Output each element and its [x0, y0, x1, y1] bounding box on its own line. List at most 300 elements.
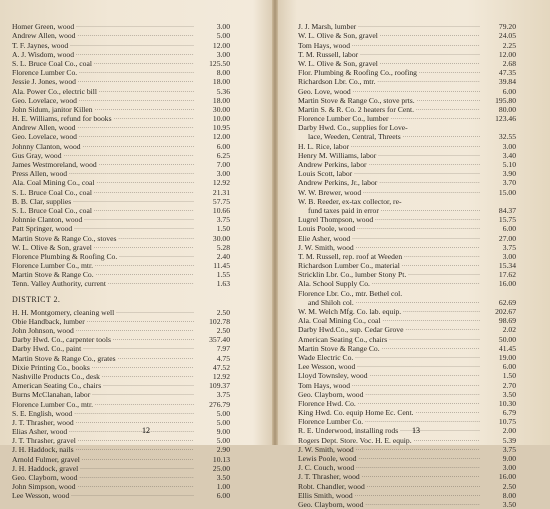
ledger-row: [298, 454, 516, 463]
amount: 3.50: [502, 389, 516, 399]
ledger-row: [298, 114, 516, 123]
payee-description: Darby Hwd. Co., paint: [12, 344, 82, 354]
ledger-row: [12, 243, 230, 252]
leader-dots: [375, 215, 480, 224]
leader-dots: [358, 399, 480, 408]
payee-description: Lee Wesson, wood: [12, 491, 70, 501]
leader-dots: [417, 96, 480, 105]
leader-dots: [80, 464, 194, 473]
amount: 50.00: [498, 334, 516, 344]
payee-description: W. L. Olive & Son, gravel: [12, 242, 92, 252]
leader-dots: [95, 400, 194, 409]
payee-description: Ala. Coal Mining Co., coal: [298, 316, 381, 326]
ledger-row: [12, 169, 230, 178]
ledger-row: [298, 491, 516, 500]
amount: 3.75: [502, 444, 516, 454]
amount: 9.00: [216, 427, 230, 437]
payee-description: Obie Handback, lumber: [12, 316, 85, 326]
leader-dots: [87, 317, 194, 326]
leader-dots: [118, 234, 194, 243]
left-page: [12, 22, 230, 500]
ledger-row: [298, 123, 516, 132]
amount: 109.37: [209, 381, 230, 391]
amount: 202.67: [495, 307, 516, 316]
amount: 123.46: [495, 114, 516, 124]
payee-description: Patt Springer, wood: [12, 224, 73, 234]
ledger-row: [298, 316, 516, 325]
amount: 5.00: [216, 436, 230, 446]
amount: 125.50: [209, 58, 230, 68]
leader-dots: [69, 169, 194, 178]
leader-dots: [365, 390, 480, 399]
amount: 24.05: [498, 31, 516, 41]
payee-description: W. B. Reeder, ex-tax collector, re-: [298, 196, 402, 206]
leader-dots: [84, 215, 194, 224]
ledger-row: [12, 132, 230, 141]
ledger-row: [12, 464, 230, 473]
amount: 2.68: [502, 58, 516, 68]
amount: 6.25: [216, 150, 230, 160]
ledger-row: [298, 215, 516, 224]
ledger-row: [12, 317, 230, 326]
payee-description: Lewis Poole, wood: [298, 454, 357, 463]
leader-dots: [360, 50, 480, 59]
leader-dots: [95, 105, 194, 114]
amount: 5.00: [216, 417, 230, 427]
ledger-row: [12, 206, 230, 215]
leader-dots: [355, 353, 480, 362]
leader-dots: [79, 473, 194, 482]
leader-dots: [405, 325, 480, 334]
leader-dots: [94, 243, 194, 252]
amount: 3.00: [502, 141, 516, 151]
payee-description: James Westmoreland, wood: [12, 160, 97, 169]
ledger-row: [298, 362, 516, 371]
payee-description: Florence Lumber Co., mtr.: [12, 261, 93, 271]
payee-description: Andrew Perkins, Jr., labor: [298, 178, 378, 188]
amount: 10.30: [498, 398, 516, 408]
amount: 2.00: [502, 426, 516, 436]
leader-dots: [70, 41, 194, 50]
amount: 30.00: [212, 104, 230, 114]
leader-dots: [357, 362, 480, 371]
amount: 3.90: [502, 169, 516, 179]
payee-description: Martin Stove & Range Co., stove prts.: [298, 95, 415, 105]
ledger-row: [12, 409, 230, 418]
ledger-row: [12, 353, 230, 362]
right-page: [298, 22, 516, 509]
ledger-row: [298, 197, 516, 206]
ledger-row: [12, 445, 230, 454]
amount: 17.62: [498, 270, 516, 280]
amount: 25.00: [212, 463, 230, 473]
ledger-row: [298, 261, 516, 270]
amount: 1.50: [502, 371, 516, 381]
payee-description: Jessie J. Jones, wood: [12, 77, 76, 87]
leader-dots: [352, 234, 480, 243]
payee-description: Elias Asher, wood: [12, 427, 68, 437]
amount: 12.00: [212, 132, 230, 142]
leader-dots: [369, 160, 480, 169]
ledger-row: [12, 22, 230, 31]
leader-dots: [416, 105, 480, 114]
ledger-row: [12, 96, 230, 105]
leader-dots: [94, 188, 194, 197]
leader-dots: [69, 427, 194, 436]
leader-dots: [389, 335, 480, 344]
payee-description: Florence Lumber Co.: [12, 68, 78, 78]
ledger-row: [12, 151, 230, 160]
payee-description: Elie Asher, wood: [298, 233, 351, 243]
leader-dots: [351, 142, 480, 151]
ledger-row: [12, 197, 230, 206]
amount: 21.31: [212, 187, 230, 197]
amount: 1.55: [216, 270, 230, 280]
payee-description: Martin Stove & Range Co., stoves: [12, 233, 117, 243]
payee-description: Andrew Allen, wood: [12, 123, 76, 133]
amount: 8.00: [502, 490, 516, 500]
ledger-row: [298, 307, 516, 316]
leader-dots: [102, 372, 194, 381]
leader-dots: [390, 114, 480, 123]
payee-description: Florence Lbr. Co., mtr. Bethel col.: [298, 288, 403, 298]
amount: 195.80: [495, 95, 516, 105]
amount: 276.79: [209, 399, 230, 409]
payee-description: Florence Lumber Co., mtr.: [12, 399, 93, 409]
ledger-row: [298, 40, 516, 49]
payee-description: Andrew Perkins, labor: [298, 160, 367, 169]
amount: 8.00: [216, 68, 230, 78]
amount: 10.66: [212, 205, 230, 215]
leader-dots: [114, 114, 194, 123]
leader-dots: [94, 206, 194, 215]
payee-description: T. M. Russell, rep. roof at Weeden: [298, 251, 403, 261]
leader-dots: [419, 68, 480, 77]
amount: 10.75: [498, 417, 516, 427]
payee-description: King Hwd. Co. equip Home Ec. Cent.: [298, 408, 414, 418]
ledger-row: [298, 31, 516, 40]
amount: 3.40: [502, 150, 516, 160]
leader-dots: [370, 371, 481, 380]
leader-dots: [403, 132, 480, 141]
ledger-row: [12, 307, 230, 316]
payee-description: W. L. Olive & Son, gravel: [298, 58, 378, 68]
leader-dots: [353, 87, 480, 96]
ledger-row: [12, 261, 230, 270]
payee-description: Tenn. Valley Authority, current: [12, 279, 106, 289]
ledger-row: [12, 77, 230, 86]
payee-description: Ala. Power Co., electric bill: [12, 86, 97, 96]
ledger-row: [298, 233, 516, 242]
ledger-row: [298, 105, 516, 114]
ledger-row: [298, 298, 516, 307]
ledger-row: [12, 141, 230, 150]
amount: 5.00: [216, 31, 230, 41]
payee-description: Martin Stove & Range Co., grates: [12, 353, 116, 363]
ledger-row: [12, 105, 230, 114]
ledger-row: [12, 372, 230, 381]
payee-description: Florence Plumbing & Roofing Co.: [12, 251, 118, 261]
payee-description: J. J. Marsh, lumber: [298, 22, 357, 32]
leader-dots: [352, 381, 480, 390]
payee-description: Ala. Coal Mining Co., coal: [12, 178, 95, 188]
payee-description: John Sidum, janitor Killen: [12, 104, 93, 114]
amount: 15.75: [498, 215, 516, 225]
amount: 2.02: [502, 325, 516, 335]
ledger-row: [12, 473, 230, 482]
ledger-row: [12, 224, 230, 233]
amount: 16.00: [498, 279, 516, 289]
amount: 80.00: [498, 104, 516, 114]
amount: 1.50: [216, 224, 230, 234]
leader-dots: [99, 160, 194, 169]
amount: 3.00: [216, 49, 230, 59]
right-ledger-section: [298, 22, 516, 509]
ledger-row: [298, 68, 516, 77]
ledger-row: [12, 344, 230, 353]
payee-description: H. H. Montgomery, cleaning well: [12, 307, 115, 317]
amount: 84.37: [498, 205, 516, 215]
payee-description: Ala. School Supply Co.: [298, 279, 370, 289]
amount: 3.70: [502, 178, 516, 188]
leader-dots: [116, 308, 194, 317]
payee-description: Lugrel Thompson, wood: [298, 215, 374, 225]
amount: 3.50: [502, 499, 516, 509]
payee-description: Stricklin Lbr. Co., lumber Stony Pt.: [298, 270, 407, 280]
amount: 39.84: [498, 77, 516, 87]
ledger-row: [12, 390, 230, 399]
ledger-row: [298, 132, 516, 141]
amount: 47.35: [498, 68, 516, 78]
ledger-row: [298, 463, 516, 472]
book-gutter: [272, 0, 278, 445]
amount: 5.28: [216, 242, 230, 252]
amount: 6.00: [502, 362, 516, 372]
leader-dots: [404, 252, 480, 261]
leader-dots: [402, 261, 480, 270]
amount: 3.00: [502, 463, 516, 473]
ledger-row: [298, 481, 516, 490]
payee-description: A. J. Wisdom, wood: [12, 49, 74, 59]
payee-description: Darby Hwd. Co., carpenter tools: [12, 335, 111, 345]
payee-description: J. T. Thrasher, gravel: [12, 436, 76, 446]
amount: 16.00: [498, 472, 516, 482]
ledger-row: [12, 454, 230, 463]
ledger-row: [12, 86, 230, 95]
payee-description: S. L. Bruce Coal Co., coal: [12, 58, 92, 68]
leader-dots: [95, 261, 194, 270]
leader-dots: [377, 77, 480, 86]
ledger-row: [12, 233, 230, 242]
leader-dots: [403, 307, 480, 316]
payee-description: S. L. Bruce Coal Co., coal: [12, 205, 92, 215]
payee-description: and Shiloh col.: [308, 297, 354, 307]
ledger-row: [12, 68, 230, 77]
leader-dots: [414, 436, 480, 445]
amount: 3.75: [216, 215, 230, 225]
amount: 6.00: [502, 224, 516, 234]
payee-description: Tom Hays, wood: [298, 380, 350, 390]
leader-dots: [78, 77, 194, 86]
payee-description: Geo. Lovelace, wood: [12, 132, 77, 142]
ledger-row: [298, 500, 516, 509]
amount: 11.45: [213, 261, 230, 271]
payee-description: Darby Hwd.Co., sup. Cedar Grove: [298, 325, 404, 335]
ledger-row: [298, 178, 516, 187]
payee-description: Florence Lumber Co.: [298, 417, 364, 427]
amount: 6.00: [502, 86, 516, 96]
left-ledger-section-1: [12, 22, 230, 288]
amount: 41.45: [498, 343, 516, 353]
payee-description: Homer Green, wood: [12, 22, 75, 32]
leader-dots: [74, 224, 194, 233]
ledger-row: [12, 279, 230, 288]
payee-description: R. E. Underwood, installing rods: [298, 426, 399, 436]
ledger-row: [298, 325, 516, 334]
payee-description: Tom Hays, wood: [298, 40, 350, 50]
amount: 98.69: [498, 316, 516, 326]
payee-description: B. B. Clar, supplies: [12, 196, 72, 206]
leader-dots: [99, 87, 194, 96]
leader-dots: [83, 344, 194, 353]
payee-description: Burns McClanahan, labor: [12, 390, 91, 400]
payee-description: Martin S. & R. Co. 2 heaters for Cent.: [298, 104, 415, 114]
ledger-row: [298, 344, 516, 353]
leader-dots: [380, 31, 480, 40]
leader-dots: [113, 335, 194, 344]
amount: 10.00: [212, 114, 230, 124]
ledger-row: [298, 252, 516, 261]
leader-dots: [358, 454, 480, 463]
payee-description: American Seating Co., chairs: [298, 334, 388, 344]
payee-description: John Johnson, wood: [12, 326, 74, 335]
leader-dots: [365, 500, 480, 509]
amount: 7.97: [216, 344, 230, 354]
amount: 19.00: [498, 352, 516, 362]
ledger-row: [298, 151, 516, 160]
ledger-row: [298, 50, 516, 59]
ledger-row: [298, 408, 516, 417]
ledger-row: [12, 123, 230, 132]
ledger-row: [12, 187, 230, 196]
payee-description: Richardson Lumber Co., material: [298, 261, 400, 271]
amount: 79.20: [498, 22, 516, 32]
payee-description: Andrew Allen, wood: [12, 31, 76, 41]
payee-description: J. H. Haddock, nails: [12, 445, 74, 455]
amount: 2.90: [216, 445, 230, 455]
amount: 102.78: [209, 316, 230, 326]
leader-dots: [74, 409, 194, 418]
payee-description: H. L. Rice, labor: [298, 141, 350, 151]
leader-dots: [365, 417, 480, 426]
ledger-row: [298, 160, 516, 169]
payee-description: Nashville Products Co., desk: [12, 371, 100, 381]
payee-description: Press Allen, wood: [12, 169, 68, 179]
payee-description: Martin Stove & Range Co.: [298, 343, 380, 353]
leader-dots: [356, 243, 480, 252]
amount: 12.92: [212, 371, 230, 381]
payee-description: Gus Gray, wood: [12, 150, 62, 160]
leader-dots: [108, 279, 194, 288]
amount: 5.10: [502, 160, 516, 169]
amount: 6.79: [502, 408, 516, 418]
ledger-row: [298, 270, 516, 279]
ledger-row: [12, 160, 230, 169]
ledger-row: [12, 31, 230, 40]
amount: 10.13: [212, 454, 230, 464]
payee-description: J. W. Smith, wood: [298, 242, 354, 252]
amount: 9.00: [502, 454, 516, 463]
payee-description: J. T. Thrasher, wood: [298, 472, 360, 482]
payee-description: Robt. Chandler, wood: [298, 481, 365, 491]
leader-dots: [381, 206, 480, 215]
amount: 6.00: [216, 141, 230, 151]
leader-dots: [378, 151, 480, 160]
amount: 15.34: [498, 261, 516, 271]
ledger-row: [12, 427, 230, 436]
leader-dots: [103, 381, 194, 390]
leader-dots: [354, 169, 480, 178]
payee-description: Martin Stove & Range Co.: [12, 270, 94, 280]
amount: 5.39: [502, 435, 516, 445]
payee-description: Wade Electric Co.: [298, 352, 354, 362]
leader-dots: [356, 445, 480, 454]
payee-description: Rogers Dept. Store. Voc. H. E. equip.: [298, 435, 412, 445]
payee-description: T. M. Russell, labor: [298, 49, 359, 59]
payee-description: S. E. English, wood: [12, 408, 73, 418]
ledger-row: [12, 114, 230, 123]
amount: 2.25: [502, 40, 516, 50]
amount: 18.00: [212, 95, 230, 105]
amount: 18.00: [212, 77, 230, 87]
amount: 2.70: [502, 380, 516, 390]
amount: 15.00: [498, 187, 516, 197]
payee-description: T. F. Jaynes, wood: [12, 40, 69, 50]
ledger-row: [12, 335, 230, 344]
leader-dots: [352, 41, 480, 50]
leader-dots: [76, 445, 194, 454]
amount: 32.55: [498, 132, 516, 142]
ledger-row: [12, 436, 230, 445]
leader-dots: [92, 363, 194, 372]
leader-dots: [416, 408, 480, 417]
leader-dots: [73, 197, 194, 206]
leader-dots: [76, 418, 194, 427]
payee-description: J. W. Smith, wood: [298, 444, 354, 454]
leader-dots: [64, 151, 195, 160]
ledger-row: [12, 363, 230, 372]
leader-dots: [356, 298, 480, 307]
payee-description: Geo. Clayborn, wood: [298, 499, 364, 509]
amount: 3.00: [502, 251, 516, 261]
amount: 2.50: [502, 481, 516, 491]
ledger-row: [298, 86, 516, 95]
ledger-row: [12, 215, 230, 224]
ledger-row: [298, 224, 516, 233]
leader-dots: [83, 142, 194, 151]
ledger-row: [12, 40, 230, 49]
payee-description: J. T. Thrasher, wood: [12, 417, 74, 427]
payee-description: American Seating Co., chairs: [12, 381, 102, 391]
amount: 3.75: [216, 390, 230, 400]
leader-dots: [79, 132, 194, 141]
amount: 30.00: [212, 233, 230, 243]
payee-description: Geo. Clayborn, wood: [12, 473, 78, 482]
amount: 3.00: [216, 169, 230, 179]
ledger-row: [298, 390, 516, 399]
amount: 57.75: [212, 196, 230, 206]
payee-description: W. L. Olive & Son, gravel: [298, 31, 378, 41]
